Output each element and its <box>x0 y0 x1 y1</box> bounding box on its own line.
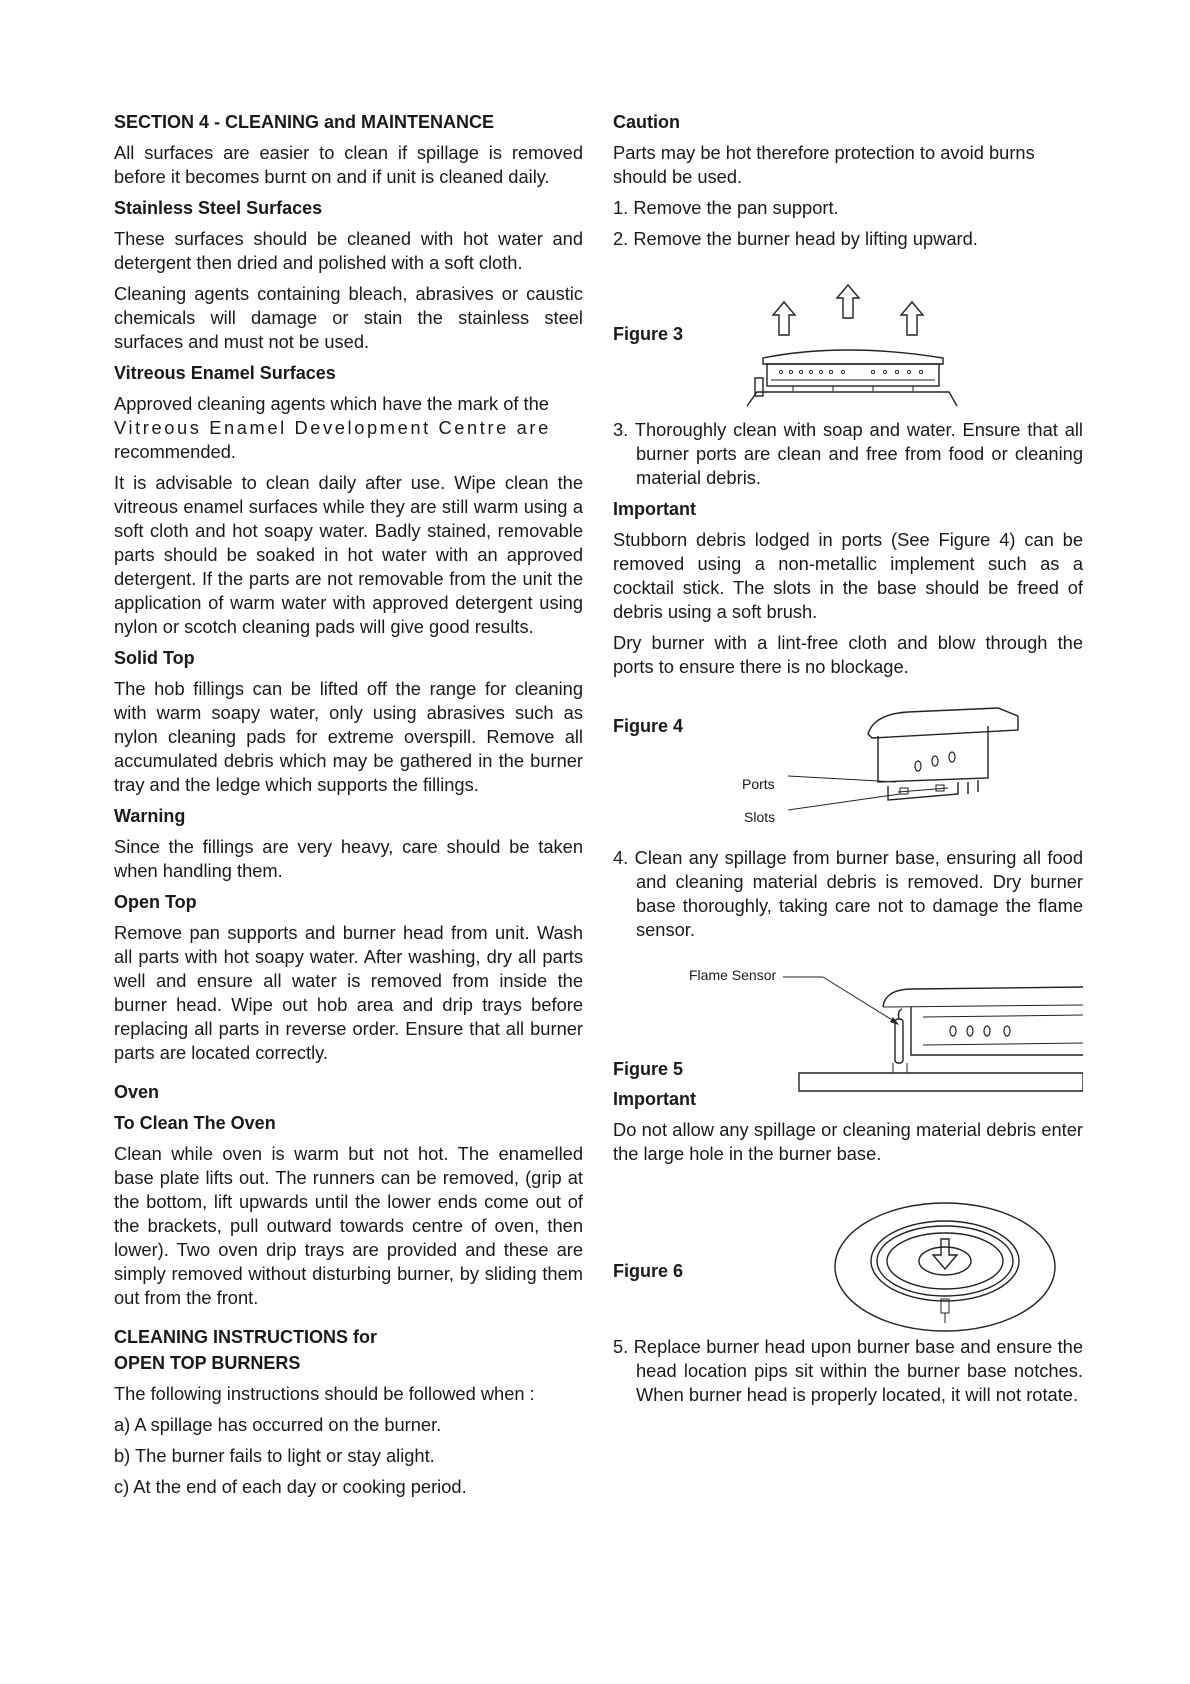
vitreous-p1-line1: Approved cleaning agents which have the mark of the <box>114 393 549 414</box>
burner-head-body <box>767 364 939 386</box>
important-heading-1: Important <box>613 499 696 519</box>
right-column <box>613 110 1083 1414</box>
warning-paragraph: Since the fillings are very heavy, care should be taken when handling them. <box>114 836 583 881</box>
stainless-paragraph-2: Cleaning agents containing bleach, abrasives or caustic chemicals will damage or stain the stainless steel surfaces and must not be used. <box>114 283 583 352</box>
vitreous-heading: Vitreous Enamel Surfaces <box>114 363 336 383</box>
burner-base <box>799 1073 1083 1091</box>
ports-slots-diagram <box>788 696 1078 846</box>
open-top-paragraph: Remove pan supports and burner head from unit. Wash all parts with hot soapy water. After washing, dry all parts well and ensure all water is removed from inside the burner head. Wipe out hob area and drip trays before replacing all parts in reverse order. Ensure that all burner parts are located correctly. <box>114 922 583 1063</box>
stainless-heading: Stainless Steel Surfaces <box>114 198 323 218</box>
step-4: 4. Clean any spillage from burner base, ensuring all food and cleaning material debris is removed. Dry burner base thoroughly, taking care not to damage the flame sensor. <box>613 847 1083 940</box>
oven-subheading: To Clean The Oven <box>114 1113 276 1133</box>
burner-lift-diagram <box>733 258 1033 418</box>
vitreous-paragraph-2: It is advisable to clean daily after use. Wipe clean the vitreous enamel surfaces while they are still warm using a soft cloth and hot soapy water. Badly stained, removable parts should be soaked in hot water with an approved detergent. If the parts are not removable from the unit the application of warm water with approved detergent using nylon or scotch cleaning pads will give good results. <box>114 472 583 637</box>
arrow-up-icon <box>901 302 923 335</box>
oven-paragraph: Clean while oven is warm but not hot. The enamelled base plate lifts out. The runners can be removed, (grip at the bottom, lift upwards until the lower ends come out of the brackets, pull outward towards centre of oven, then lower). Two oven drip trays are provided and these are simply removed without disturbing burner, by sliding them out from the front. <box>114 1143 583 1308</box>
important-heading-2: Important <box>613 1089 696 1109</box>
burner-cap <box>868 708 1018 738</box>
vitreous-p1-line2: Vitreous Enamel Development Centre are <box>114 417 551 438</box>
ports-label: Ports <box>742 776 775 792</box>
instruction-item: a) A spillage has occurred on the burner. <box>114 1414 442 1435</box>
burner-base-outer <box>835 1203 1055 1331</box>
instruction-item: c) At the end of each day or cooking period. <box>114 1476 467 1497</box>
vitreous-p1-line3: recommended. <box>114 441 236 462</box>
step-5: 5. Replace burner head upon burner base and ensure the head location pips sit within the burner base notches. When burner head is properly located, it will not rotate. <box>613 1336 1083 1405</box>
important-paragraph-2: Dry burner with a lint-free cloth and blow through the ports to ensure there is no blockage. <box>613 632 1083 677</box>
burner-base-top-diagram <box>833 1177 1103 1339</box>
instructions-intro: The following instructions should be followed when : <box>114 1383 535 1404</box>
caution-paragraph: Parts may be hot therefore protection to avoid burns should be used. <box>613 142 1035 187</box>
figure-5 <box>613 949 1083 1087</box>
stainless-paragraph-1: These surfaces should be cleaned with hot water and detergent then dried and polished with a soft cloth. <box>114 228 583 273</box>
caution-heading: Caution <box>613 112 680 132</box>
figure-4-label: Figure 4 <box>613 716 684 736</box>
step-2: 2. Remove the burner head by lifting upward. <box>613 228 978 249</box>
burner-base <box>747 392 957 406</box>
step-3: 3. Thoroughly clean with soap and water. Ensure that all burner ports are clean and free from food or cleaning material debris. <box>613 419 1083 488</box>
arrow-up-icon <box>837 285 859 318</box>
flame-sensor-label: Flame Sensor <box>689 967 777 983</box>
large-hole <box>919 1247 971 1275</box>
warning-heading: Warning <box>114 806 186 826</box>
figure-6-label: Figure 6 <box>613 1261 684 1281</box>
open-top-heading: Open Top <box>114 892 197 912</box>
instruction-item: b) The burner fails to light or stay alight. <box>114 1445 435 1466</box>
intro-paragraph: All surfaces are easier to clean if spillage is removed before it becomes burnt on and if unit is cleaned daily. <box>114 142 583 187</box>
burner-cap <box>763 350 943 364</box>
figure-6 <box>613 1173 1083 1335</box>
step-1: 1. Remove the pan support. <box>613 197 839 218</box>
arrow-down-icon <box>933 1239 957 1269</box>
vitreous-paragraph-1 <box>114 392 583 464</box>
slots-label: Slots <box>744 809 776 825</box>
flame-sensor-diagram <box>783 959 1083 1097</box>
instructions-heading-line1: CLEANING INSTRUCTIONS for <box>114 1327 377 1347</box>
section-title: SECTION 4 - CLEANING and MAINTENANCE <box>114 112 495 132</box>
solid-top-paragraph: The hob fillings can be lifted off the range for cleaning with warm soapy water, only using abrasives such as nylon cleaning pads for extreme overspill. Remove all accumulated debris which may be gathered in the burner tray and the ledge which supports the fillings. <box>114 678 583 795</box>
important-paragraph-1: Stubborn debris lodged in ports (See Figure 4) can be removed using a non-metallic implement such as a cocktail stick. The slots in the base should be freed of debris using a soft brush. <box>613 529 1083 622</box>
arrow-up-icon <box>773 302 795 335</box>
figure-4 <box>613 686 1083 846</box>
important-paragraph-3: Do not allow any spillage or cleaning material debris enter the large hole in the burner base. <box>613 1119 1083 1164</box>
left-column <box>114 110 583 1506</box>
flame-sensor <box>895 1019 903 1063</box>
instructions-heading-line2: OPEN TOP BURNERS <box>114 1353 301 1373</box>
figure-3-label: Figure 3 <box>613 324 684 344</box>
figure-5-label: Figure 5 <box>613 1059 684 1079</box>
burner-cap <box>883 987 1083 1007</box>
solid-top-heading: Solid Top <box>114 648 195 668</box>
oven-heading: Oven <box>114 1082 160 1102</box>
figure-3 <box>613 258 1083 418</box>
